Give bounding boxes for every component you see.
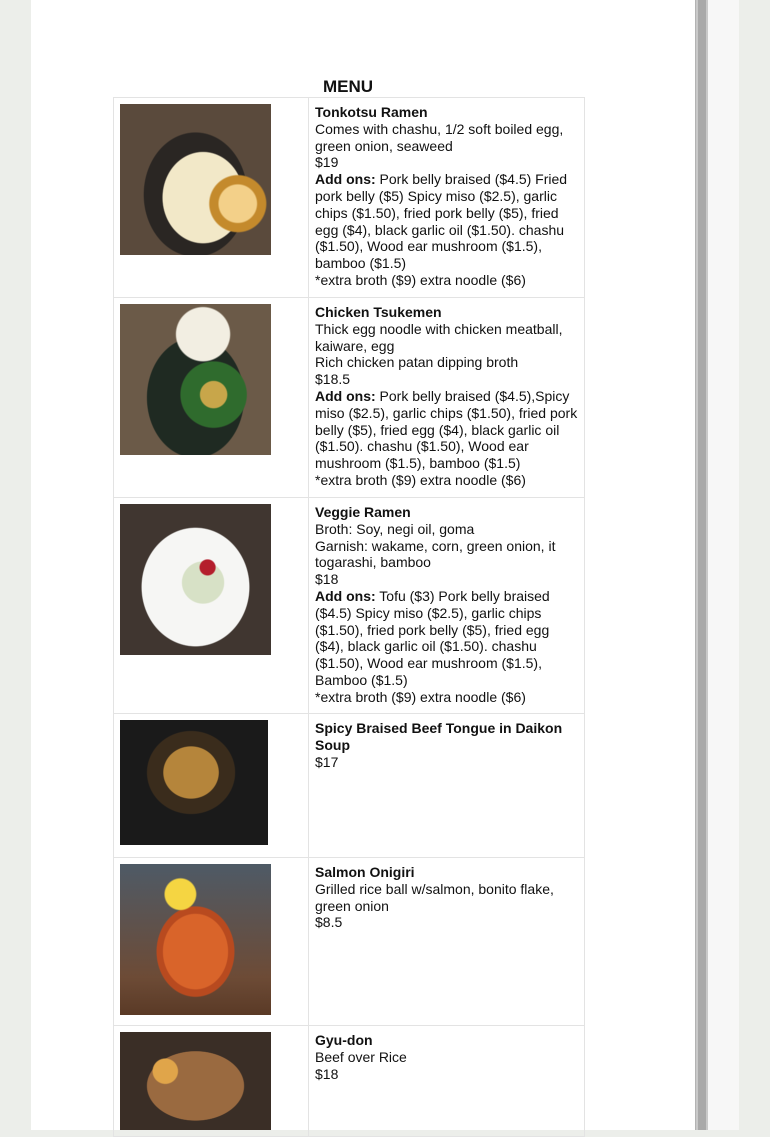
item-addons (315, 388, 578, 472)
menu-row (114, 98, 585, 298)
menu-row (114, 858, 585, 1026)
description-cell (309, 98, 585, 298)
beef-tongue-soup-photo (120, 720, 268, 845)
item-price: $17 (315, 753, 339, 770)
item-extra: *extra broth ($9) extra noodle ($6) (315, 271, 526, 288)
item-extra: *extra broth ($9) extra noodle ($6) (315, 688, 526, 705)
item-description: Beef over Rice (315, 1048, 407, 1065)
menu-table (113, 97, 585, 1137)
item-description: Comes with chashu, 1/2 soft boiled egg, green onion, seaweed (315, 120, 564, 154)
image-cell (114, 1026, 309, 1137)
item-name: Salmon Onigiri (315, 864, 415, 880)
image-cell (114, 714, 309, 858)
scrollbar-thumb[interactable] (698, 0, 706, 1130)
addons-label: Add ons: (315, 387, 376, 404)
menu-row (114, 298, 585, 498)
description-cell (309, 1026, 585, 1137)
item-price: $18 (315, 1065, 339, 1082)
menu-row (114, 498, 585, 714)
item-price: $18 (315, 571, 339, 588)
item-description: Thick egg noodle with chicken meatball, kaiware, egg (315, 320, 563, 354)
item-description: Garnish: wakame, corn, green onion, it togarashi, bamboo (315, 537, 556, 571)
image-cell (114, 298, 309, 498)
item-addons (315, 588, 578, 689)
item-description: Broth: Soy, negi oil, goma (315, 520, 475, 537)
salmon-onigiri-photo (120, 864, 271, 1015)
item-addons (315, 171, 578, 272)
item-name: Veggie Ramen (315, 504, 411, 520)
item-name: Spicy Braised Beef Tongue in Daikon Soup (315, 720, 563, 753)
menu-title: MENU (322, 77, 374, 96)
addons-label: Add ons: (315, 171, 376, 188)
item-description: Grilled rice ball w/salmon, bonito flake, green onion (315, 880, 554, 914)
description-cell (309, 498, 585, 714)
description-cell (309, 858, 585, 1026)
item-extra: *extra broth ($9) extra noodle ($6) (315, 471, 526, 488)
description-cell (309, 714, 585, 858)
menu-row (114, 714, 585, 858)
item-name: Gyu-don (315, 1032, 373, 1048)
description-cell (309, 298, 585, 498)
scrollbar[interactable] (695, 0, 709, 1130)
item-price: $8.5 (315, 914, 343, 931)
gyu-don-photo (120, 1032, 271, 1130)
addons-text: Tofu ($3) Pork belly braised ($4.5) Spicy miso ($2.5), garlic chips ($1.50), fried pork belly ($5), fried egg ($4), black garlic oil ($1.50). chashu ($1.50), Wood ear mushroom ($1.5), Bamboo ($1.5) (315, 587, 550, 688)
menu-row (114, 1026, 585, 1137)
background-strip (708, 0, 739, 1130)
item-name: Tonkotsu Ramen (315, 104, 428, 120)
item-description: Rich chicken patan dipping broth (315, 354, 519, 371)
image-cell (114, 498, 309, 714)
image-cell (114, 858, 309, 1026)
item-price: $19 (315, 154, 339, 171)
image-cell (114, 98, 309, 298)
veggie-ramen-photo (120, 504, 271, 655)
addons-label: Add ons: (315, 587, 376, 604)
addons-text: Pork belly braised ($4.5),Spicy miso ($2.5), garlic chips ($1.50), fried pork belly ($5), fried egg ($4), black garlic oil ($1.50). chashu ($1.50), Wood ear mushroom ($1.5), bamboo ($1.5) (315, 387, 578, 472)
item-name: Chicken Tsukemen (315, 304, 442, 320)
item-price: $18.5 (315, 371, 351, 388)
tonkotsu-ramen-photo (120, 104, 271, 255)
addons-text: Pork belly braised ($4.5) Fried pork belly ($5) Spicy miso ($2.5), garlic chips ($1.50), fried pork belly ($5), fried egg ($4), black garlic oil ($1.50). chashu ($1.50), Wood ear mushroom ($1.5), bamboo ($1.5) (315, 171, 568, 272)
chicken-tsukemen-photo (120, 304, 271, 455)
